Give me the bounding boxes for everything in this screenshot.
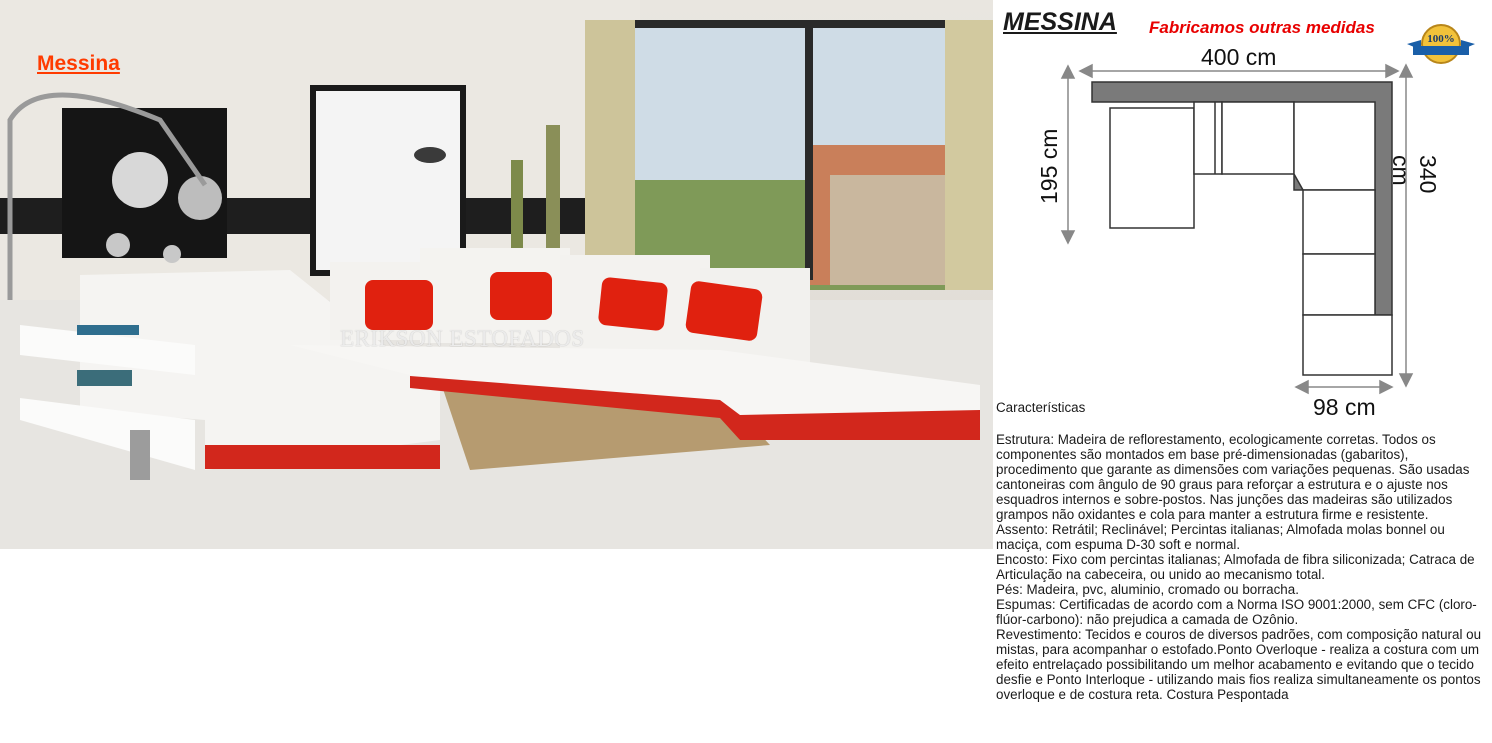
seal-text: 100% (1427, 33, 1455, 45)
seat-depth-dimension: 98 cm (1313, 394, 1376, 420)
other-sizes-tagline: Fabricamos outras medidas (1149, 18, 1375, 37)
specifications (996, 400, 1490, 702)
right-depth-dimension: 340 cm (1388, 155, 1441, 194)
sofa-plan (1092, 82, 1392, 375)
seat-depth-arrow (1296, 381, 1392, 393)
model-title: MESSINA (1003, 8, 1117, 36)
spec-pes: Pés: Madeira, pvc, aluminio, cromado ou borracha. (996, 582, 1299, 597)
left-depth-arrow (1062, 66, 1074, 243)
spec-encosto: Encosto: Fixo com percintas italianas; Almofada de fibra siliconizada; Catraca de Articulação na cabeceira, ou unido ao mecanismo total. (996, 552, 1475, 582)
right-depth-arrow (1400, 65, 1412, 386)
spec-assento: Assento: Retrátil; Reclinável; Percintas italianas; Almofada molas bonnel ou maciça, com espuma D-30 soft e normal. (996, 522, 1445, 552)
spec-revestimento: Revestimento: Tecidos e couros de diversos padrões, com composição natural ou mistas, para acompanhar o estofado.Ponto Overloque - realiza a costura com um efeito entrelaçado possibilitando um melhor acabamento e evitando que o tecido desfie e Ponto Interloque - utilizando mais fios realiza simultaneamente os pontos overloque e de costura reta. Costura Pespontada (996, 627, 1482, 702)
spec-estrutura: Estrutura: Madeira de reflorestamento, ecologicamente corretas. Todos os componentes são montados em base pré-dimensionadas (gabaritos), procedimento que garante as dimensões com variações pequenas. São usadas cantoneiras com ângulo de 90 graus para reforçar a estrutura e o ajuste nos esquadros internos e sobre-postos. Nas junções das madeiras são utilizados grampos não oxidantes e cola para manter a estrutura firme e resistente. (996, 432, 1470, 522)
watermark: ERIKSON ESTOFADOS (340, 326, 585, 351)
product-photo (0, 0, 993, 549)
width-dimension: 400 cm (1201, 44, 1277, 70)
photo-label: Messina (37, 52, 120, 75)
specs-heading: Características (996, 400, 1086, 415)
floor-plan-diagram (1000, 40, 1440, 400)
left-depth-dimension: 195 cm (1036, 128, 1062, 204)
sofa-room-illustration (0, 0, 993, 549)
spec-espumas: Espumas: Certificadas de acordo com a Norma ISO 9001:2000, sem CFC (cloro-flúor-carbono): não prejudica a camada de Ozônio. (996, 597, 1477, 627)
